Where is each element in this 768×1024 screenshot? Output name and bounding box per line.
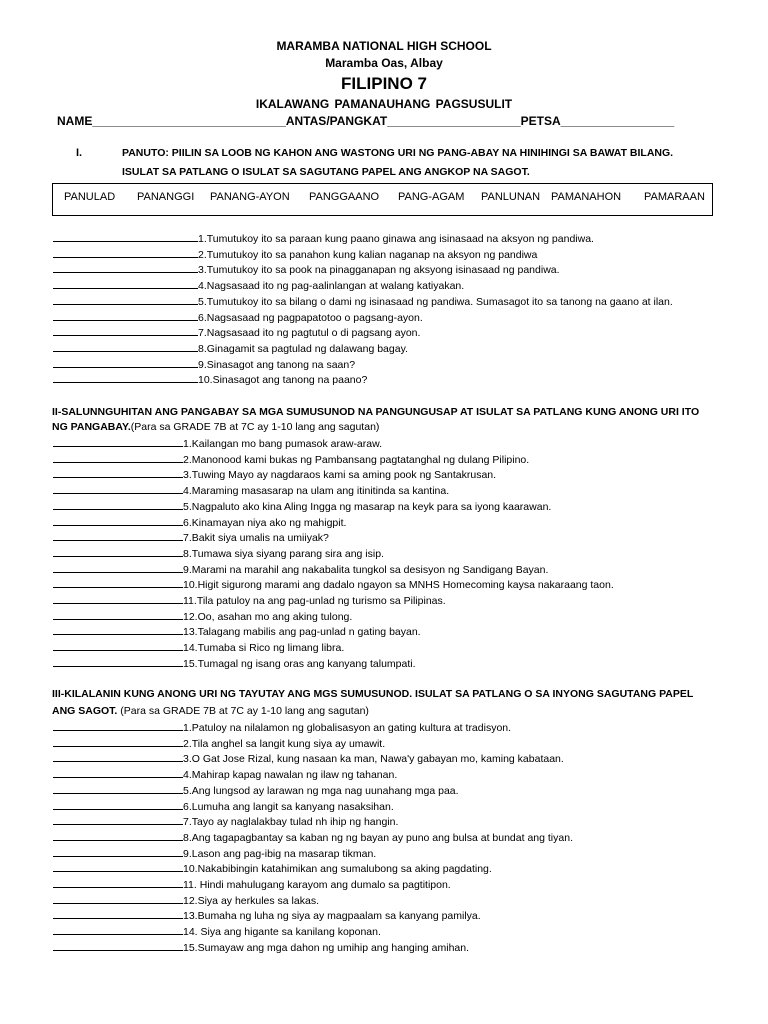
question-item: [53, 310, 423, 324]
question-text: 1.Tumutukoy ito sa paraan kung paano ginawa ang isinasaad na aksyon ng pandiwa.: [198, 233, 594, 245]
choice-panggaano: PANGGAANO: [309, 191, 380, 203]
question-item: [53, 546, 384, 560]
question-text: 7.Bakit siya umalis na umiiyak?: [183, 532, 329, 545]
answer-blank[interactable]: [53, 624, 183, 635]
answer-blank[interactable]: [53, 499, 183, 510]
question-item: [53, 262, 560, 276]
answer-blank[interactable]: [53, 577, 183, 588]
answer-blank[interactable]: [53, 278, 198, 289]
question-item: [53, 467, 496, 481]
choice-pananggi: PANANGGI: [137, 191, 195, 203]
answer-blank[interactable]: [53, 846, 183, 857]
question-text: 1.Kailangan mo bang pumasok araw-araw.: [183, 438, 383, 450]
answer-blank[interactable]: [53, 640, 183, 651]
answer-blank[interactable]: [53, 294, 198, 305]
question-item: [53, 325, 420, 339]
question-text: 14.Tumaba si Rico ng limang libra.: [183, 642, 345, 655]
question-text: 5.Nagpaluto ako kina Aling Ingga ng masarap na keyk para sa iyong kaarawan.: [183, 500, 552, 513]
question-item: [53, 499, 551, 513]
question-text: 8.Ang tagapagbantay sa kaban ng ng bayan ay puno ang bulsa at bundat ang tiyan.: [183, 831, 573, 844]
section3-title: [52, 688, 693, 700]
question-text: 11. Hindi mahulugang karayom ang dumalo sa pagtitipon.: [183, 879, 451, 891]
question-text: 4.Maraming masasarap na ulam ang itinitinda sa kantina.: [183, 485, 450, 498]
question-item: [53, 530, 329, 544]
question-text: 1.Patuloy na nilalamon ng globalisasyon an gating kultura at tradisyon.: [183, 722, 512, 734]
question-item: [53, 357, 355, 371]
question-item: [53, 640, 344, 654]
question-text: 3.Tuwing Mayo ay nagdaraos kami sa aming pook ng Santakrusan.: [183, 469, 497, 482]
question-item: [53, 877, 451, 891]
question-text: 8.Ginagamit sa pagtulad ng dalawang bagay.: [198, 342, 408, 355]
question-text: 2.Tila anghel sa langit kung siya ay umawit.: [183, 737, 386, 750]
answer-blank[interactable]: [53, 467, 183, 478]
question-text: 3.Tumutukoy ito sa pook na pinagganapan ng aksyong isinasaad ng pandiwa.: [198, 264, 560, 277]
question-text: 9.Marami na marahil ang nakabalita tungkol sa desisyon ng Sandigang Bayan.: [183, 563, 549, 576]
school-address: Maramba Oas, Albay: [325, 56, 443, 70]
question-text: 6.Lumuha ang langit sa kanyang nasaksihan.: [183, 800, 394, 813]
question-item: [53, 593, 446, 607]
answer-blank[interactable]: [53, 515, 183, 526]
answer-blank[interactable]: [53, 656, 183, 667]
answer-blank[interactable]: [53, 720, 183, 731]
question-item: [53, 656, 416, 670]
question-item: [53, 846, 376, 860]
question-text: 11.Tila patuloy na ang pag-unlad ng turismo sa Pilipinas.: [183, 595, 446, 607]
question-text: 4.Mahirap kapag nawalan ng ilaw ng tahanan.: [183, 769, 398, 782]
question-item: [53, 940, 469, 954]
answer-blank[interactable]: [53, 593, 183, 604]
question-item: [53, 751, 564, 765]
section1-number: I.: [76, 147, 83, 159]
question-text: 13.Talagang mabilis ang pag-unlad n gating bayan.: [183, 626, 421, 639]
section3-note: (Para sa GRADE 7B at 7C ay 1-10 lang ang sagutan): [120, 705, 369, 717]
answer-blank[interactable]: [53, 736, 183, 747]
answer-blank[interactable]: [53, 799, 183, 810]
question-item: [53, 830, 573, 844]
student-info-line: NAME_____________________________ANTAS/PANGKAT____________________PETSA_________________: [57, 114, 675, 128]
answer-blank[interactable]: [53, 262, 198, 273]
answer-blank[interactable]: [53, 783, 183, 794]
section3-title-line2: [52, 705, 369, 717]
choice-pang-agam: PANG-AGAM: [398, 191, 465, 203]
question-item: [53, 372, 367, 386]
question-item: [53, 515, 346, 529]
section1-directions: PANUTO: PIILIN SA LOOB NG KAHON ANG WASTONG URI NG PANG-ABAY NA HINIHINGI SA BAWAT BILANG.: [122, 147, 674, 159]
question-text: 5.Ang lungsod ay larawan ng mga nag uunahang mga paa.: [183, 784, 459, 797]
question-item: [53, 767, 397, 781]
choice-pamaraan: PAMARAAN: [644, 191, 705, 203]
question-text: 13.Bumaha ng luha ng siya ay magpaalam sa kanyang pamilya.: [183, 910, 481, 923]
question-text: 2.Manonood kami bukas ng Pambansang pagtatanghal ng dulang Pilipino.: [183, 453, 530, 466]
question-text: 12.Oo, asahan mo ang aking tulong.: [183, 610, 353, 623]
school-name: MARAMBA NATIONAL HIGH SCHOOL: [276, 39, 492, 53]
section2-title-text: II-SALUNNGUHITAN ANG PANGABAY SA MGA SUMUSUNOD NA PANGUNGUSAP AT ISULAT SA PATLANG KUNG ANONG URI ITO: [52, 406, 700, 418]
answer-blank[interactable]: [53, 530, 183, 541]
question-text: 3.O Gat Jose Rizal, kung nasaan ka man, Nawa'y gabayan mo, kaming kabataan.: [183, 753, 564, 766]
question-item: [53, 562, 548, 576]
question-item: [53, 278, 464, 292]
question-text: 8.Tumawa siya siyang parang sira ang isip.: [183, 547, 384, 560]
answer-blank[interactable]: [53, 830, 183, 841]
answer-blank[interactable]: [53, 325, 198, 336]
answer-blank[interactable]: [53, 751, 183, 762]
question-text: 7.Nagsasaad ito ng pagtutul o di pagsang ayon.: [198, 327, 421, 340]
question-item: [53, 436, 382, 450]
answer-blank[interactable]: [53, 814, 183, 825]
section2-title-line2: [52, 421, 379, 433]
choice-pamanahon: PAMANAHON: [551, 191, 622, 203]
question-item: [53, 893, 319, 907]
section2-title-text2: NG PANGABAY.: [52, 421, 131, 433]
answer-blank[interactable]: [53, 452, 183, 463]
question-text: 9.Sinasagot ang tanong na saan?: [198, 358, 356, 371]
answer-blank[interactable]: [53, 940, 183, 951]
question-text: 6.Kinamayan niya ako ng mahigpit.: [183, 516, 347, 529]
question-item: [53, 908, 481, 922]
answer-blank[interactable]: [53, 546, 183, 557]
question-text: 10.Nakabibingin katahimikan ang sumalubong sa aking pagdating.: [183, 863, 492, 876]
answer-blank[interactable]: [53, 924, 183, 935]
section3-title-text: III-KILALANIN KUNG ANONG URI NG TAYUTAY ANG MGS SUMUSUNOD. ISULAT SA PATLANG O SA INYONG SAGUTANG PAPEL: [52, 688, 694, 700]
question-item: [53, 924, 381, 938]
question-item: [53, 720, 511, 734]
question-text: 15.Sumayaw ang mga dahon ng umihip ang hanging amihan.: [183, 941, 470, 954]
question-item: [53, 624, 421, 638]
subject-title: FILIPINO 7: [341, 74, 427, 93]
question-text: 9.Lason ang pag-ibig na masarap tikman.: [183, 847, 377, 860]
answer-blank[interactable]: [53, 767, 183, 778]
section2-note: (Para sa GRADE 7B at 7C ay 1-10 lang ang sagutan): [130, 421, 380, 433]
answer-blank[interactable]: [53, 341, 198, 352]
question-text: 12.Siya ay herkules sa lakas.: [183, 894, 319, 907]
question-text: 5.Tumutukoy ito sa bilang o dami ng isinasaad ng pandiwa. Sumasagot ito sa tanong na gaano at ilan.: [198, 295, 673, 308]
question-item: [53, 861, 492, 875]
choice-panlunan: PANLUNAN: [481, 191, 541, 203]
question-item: [53, 783, 459, 797]
answer-blank[interactable]: [53, 436, 183, 447]
exam-title: IKALAWANG PAMANAUHANG PAGSUSULIT: [255, 97, 513, 111]
question-item: [53, 231, 594, 245]
question-text: 15.Tumagal ng isang oras ang kanyang talumpati.: [183, 657, 416, 670]
answer-blank[interactable]: [53, 310, 198, 321]
question-text: 14. Siya ang higante sa kanilang koponan.: [183, 926, 381, 939]
question-item: [53, 736, 385, 750]
answer-blank[interactable]: [53, 247, 198, 258]
question-text: 7.Tayo ay naglalakbay tulad nh ihip ng hangin.: [183, 816, 399, 829]
answer-blank[interactable]: [53, 877, 183, 888]
answer-blank[interactable]: [53, 562, 183, 573]
question-item: [53, 341, 408, 355]
question-text: 2.Tumutukoy ito sa panahon kung kalian naganap na aksyon ng pandiwa: [198, 248, 538, 261]
question-text: 10.Sinasagot ang tanong na paano?: [198, 374, 368, 387]
answer-blank[interactable]: [53, 372, 198, 383]
answer-blank[interactable]: [53, 231, 198, 242]
question-item: [53, 294, 673, 308]
question-item: [53, 247, 537, 261]
section1-directions-line2: ISULAT SA PATLANG O ISULAT SA SAGUTANG PAPEL ANG ANGKOP NA SAGOT.: [122, 166, 530, 178]
answer-blank[interactable]: [53, 861, 183, 872]
answer-blank[interactable]: [53, 357, 198, 368]
question-item: [53, 577, 614, 591]
answer-blank[interactable]: [53, 483, 183, 494]
question-text: 4.Nagsasaad ito ng pag-aalinlangan at walang katiyakan.: [198, 280, 465, 293]
answer-blank[interactable]: [53, 908, 183, 919]
answer-blank[interactable]: [53, 893, 183, 904]
question-text: 10.Higit sigurong marami ang dadalo ngayon sa MNHS Homecoming kaysa nakaraang taon.: [183, 579, 614, 592]
answer-blank[interactable]: [53, 609, 183, 620]
choice-panang-ayon: PANANG-AYON: [210, 191, 290, 203]
question-item: [53, 483, 449, 497]
choice-panulad: PANULAD: [64, 191, 116, 203]
section3-title-text2: ANG SAGOT.: [52, 705, 118, 717]
section2-title: [52, 406, 699, 418]
question-item: [53, 799, 394, 813]
question-item: [53, 452, 529, 466]
question-item: [53, 609, 352, 623]
question-text: 6.Nagsasaad ng pagpapatotoo o pagsang-ayon.: [198, 311, 423, 324]
question-item: [53, 814, 398, 828]
